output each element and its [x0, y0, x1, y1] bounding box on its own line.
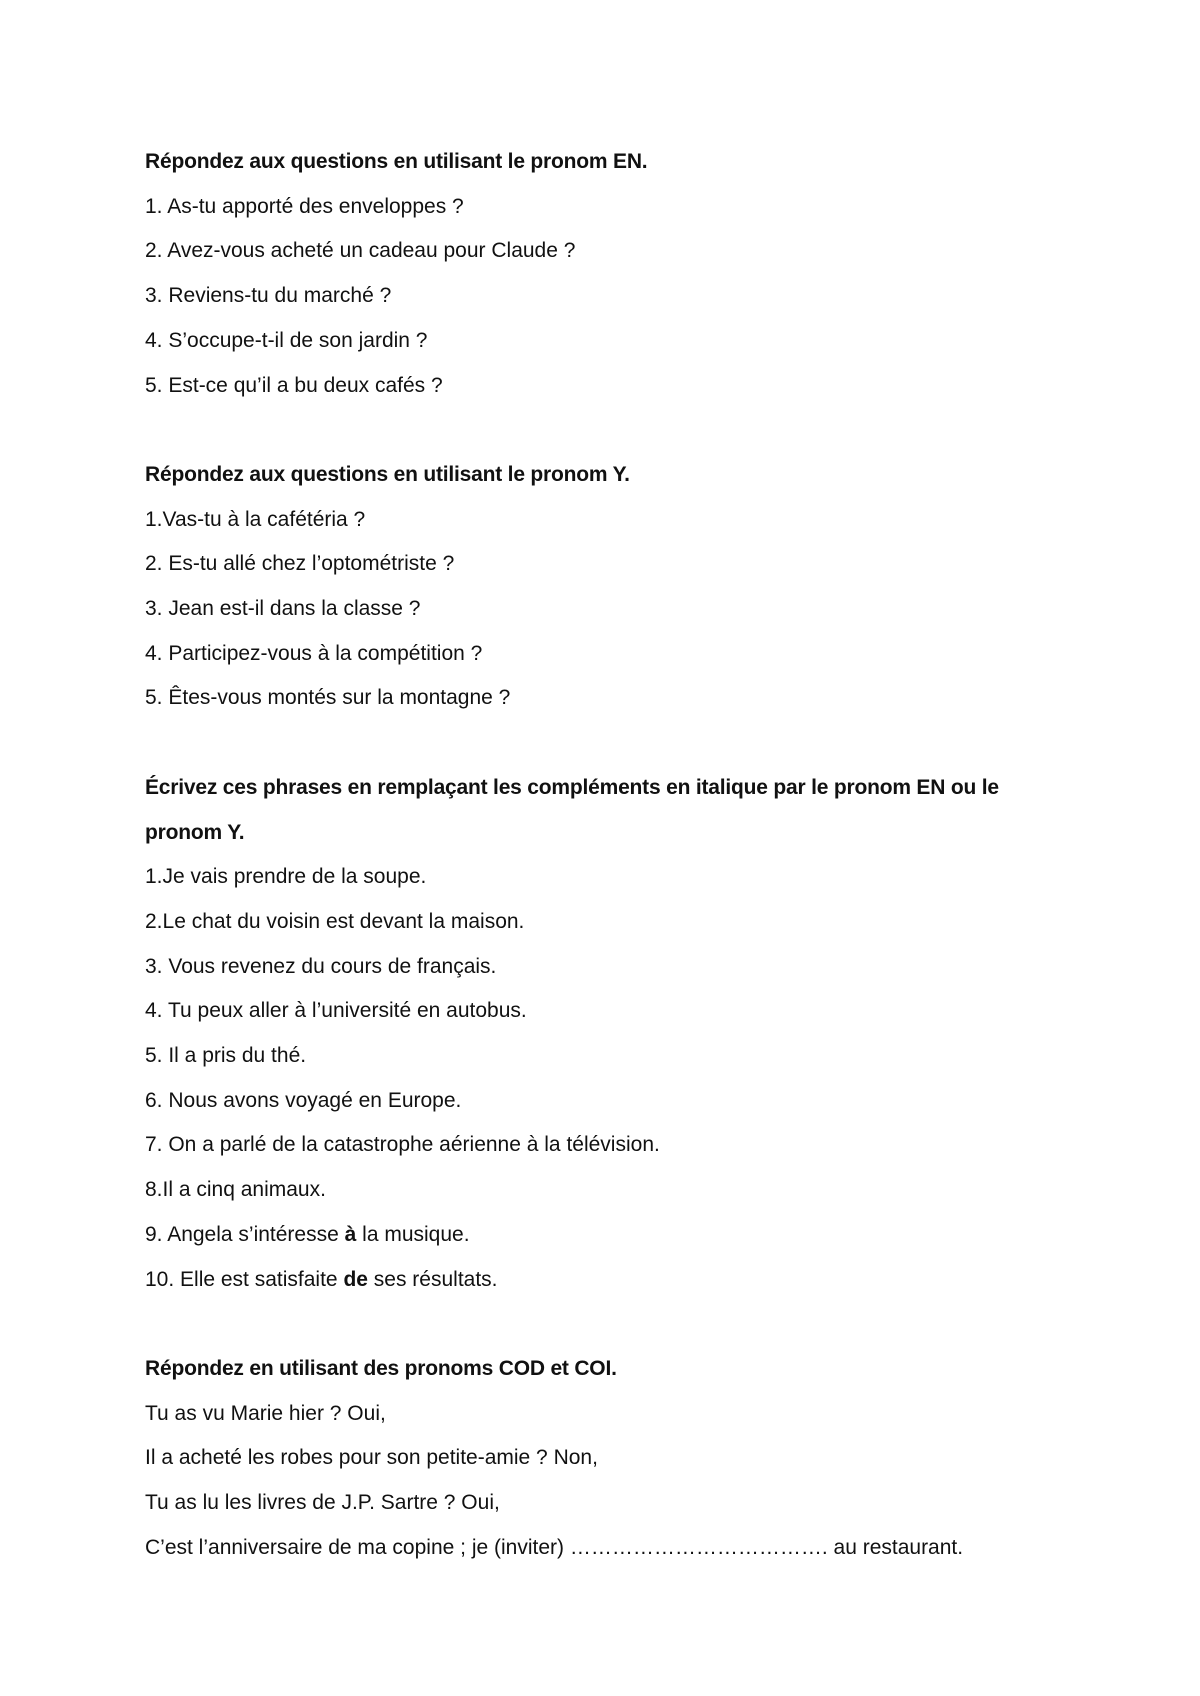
list-item: Il a acheté les robes pour son petite-amie ? Non, — [145, 1446, 598, 1470]
list-item-text: 10. Elle est satisfaite — [145, 1267, 344, 1291]
list-item: 2. Es-tu allé chez l’optométriste ? — [145, 552, 455, 576]
list-item: 1.Vas-tu à la cafétéria ? — [145, 507, 366, 531]
section-spacer — [145, 721, 1075, 766]
section-spacer — [145, 1302, 1075, 1347]
list-item: 5. Il a pris du thé. — [145, 1044, 307, 1068]
list-item: 3. Jean est-il dans la classe ? — [145, 597, 421, 621]
list-item: 4. Participez-vous à la compétition ? — [145, 641, 483, 665]
list-item-text: 9. Angela s’intéresse — [145, 1222, 345, 1246]
list-item: 1. As-tu apporté des enveloppes ? — [145, 194, 464, 218]
list-item: 4. S’occupe-t-il de son jardin ? — [145, 328, 428, 352]
list-item: 3. Vous revenez du cours de français. — [145, 954, 497, 978]
list-item: 8.Il a cinq animaux. — [145, 1178, 326, 1202]
list-item: 2.Le chat du voisin est devant la maison. — [145, 909, 525, 933]
list-item-text: la musique. — [356, 1222, 470, 1246]
list-item: 6. Nous avons voyagé en Europe. — [145, 1088, 462, 1112]
list-item: Tu as vu Marie hier ? Oui, — [145, 1401, 386, 1425]
list-item: C’est l’anniversaire de ma copine ; je (inviter) ………………………………. au restaurant. — [145, 1535, 964, 1559]
list-item: 1.Je vais prendre de la soupe. — [145, 865, 427, 889]
list-item: 4. Tu peux aller à l’université en autobus. — [145, 999, 527, 1023]
exercise-document — [145, 140, 1075, 1570]
section-heading-y: Répondez aux questions en utilisant le pronom Y. — [145, 462, 630, 486]
section-spacer — [145, 408, 1075, 453]
list-item: 2. Avez-vous acheté un cadeau pour Claude ? — [145, 239, 576, 263]
section-heading-en-or-y: Écrivez ces phrases en remplaçant les compléments en italique par le pronom EN ou le pronom Y. — [145, 775, 999, 844]
list-item — [145, 1213, 1075, 1258]
list-item — [145, 1258, 1075, 1303]
list-item-text: ses résultats. — [367, 1267, 498, 1291]
section-heading-cod-coi: Répondez en utilisant des pronoms COD et COI. — [145, 1356, 617, 1380]
list-item: 5. Êtes-vous montés sur la montagne ? — [145, 686, 511, 710]
list-item: 3. Reviens-tu du marché ? — [145, 284, 392, 308]
list-item: Tu as lu les livres de J.P. Sartre ? Oui, — [145, 1491, 500, 1515]
bold-preposition: à — [344, 1222, 357, 1246]
bold-preposition: de — [343, 1267, 368, 1291]
list-item: 5. Est-ce qu’il a bu deux cafés ? — [145, 373, 443, 397]
section-heading-en: Répondez aux questions en utilisant le pronom EN. — [145, 150, 648, 173]
list-item: 7. On a parlé de la catastrophe aérienne à la télévision. — [145, 1133, 660, 1157]
